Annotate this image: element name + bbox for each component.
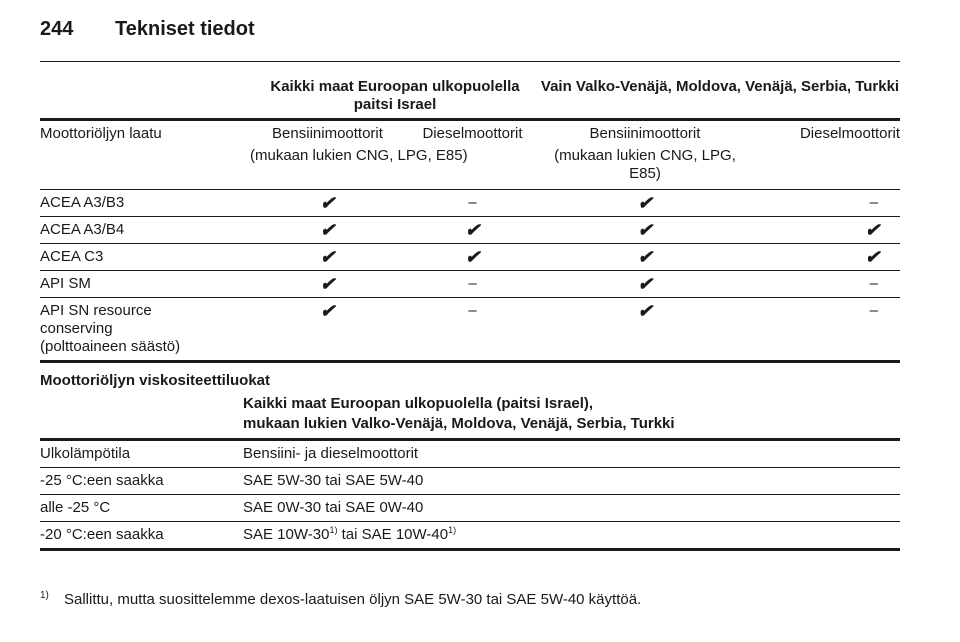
dash-mark: – — [869, 275, 878, 292]
oil-quality-group-header — [40, 72, 900, 120]
engine-type: Dieselmoottorit — [422, 125, 523, 142]
table-row — [40, 522, 900, 550]
group-header-international: Kaikki maat Euroopan ulkopuolella paitsi Israel — [270, 78, 520, 113]
group-header-eastern: Vain Valko-Venäjä, Moldova, Venäjä, Serbia, Turkki — [540, 78, 900, 95]
table-row — [40, 244, 900, 271]
header-rule — [40, 61, 900, 62]
dash-mark: – — [468, 302, 477, 319]
dash-mark: – — [869, 302, 878, 319]
engine-type: Bensiinimoottorit — [589, 125, 701, 142]
viscosity-table — [40, 392, 900, 551]
engine-note: (mukaan lukien CNG, LPG, E85) — [250, 147, 468, 164]
check-icon: ✔ — [319, 220, 336, 240]
footnote — [40, 590, 641, 608]
engine-note-row — [40, 145, 900, 190]
page-number: 244 — [40, 18, 74, 40]
check-icon: ✔ — [464, 247, 481, 267]
spec-label: ACEA C3 — [40, 248, 104, 265]
dash-mark: – — [468, 194, 477, 211]
check-icon: ✔ — [637, 247, 653, 267]
check-icon: ✔ — [637, 274, 653, 294]
viscosity-section-title: Moottoriöljyn viskositeettiluokat — [40, 372, 271, 389]
temperature-cell: alle -25 °C — [40, 499, 111, 516]
column-engines: Bensiini- ja dieselmoottorit — [243, 445, 419, 462]
table-row — [40, 468, 900, 495]
oil-quality-label: Moottoriöljyn laatu — [40, 125, 162, 142]
table-row — [40, 217, 900, 244]
viscosity-region-header — [40, 392, 900, 440]
footnote-mark: 1) — [40, 590, 49, 601]
viscosity-region-label: Kaikki maat Euroopan ulkopuolella (paitsi Israel), mukaan lukien Valko-Venäjä, Moldova, Venäjä, Serbia, Turkki — [243, 395, 675, 432]
table-row — [40, 298, 900, 362]
spec-label: API SN resource conserving (polttoaineen säästö) — [40, 302, 181, 355]
engine-type: Dieselmoottorit — [799, 125, 900, 142]
page-title: Tekniset tiedot — [115, 18, 255, 40]
table-row — [40, 190, 900, 217]
viscosity-column-row — [40, 440, 900, 468]
dash-mark: – — [468, 275, 477, 292]
table-row — [40, 495, 900, 522]
temperature-cell: -25 °C:een saakka — [40, 472, 164, 489]
page-header — [40, 18, 255, 41]
viscosity-cell: SAE 0W-30 tai SAE 0W-40 — [243, 499, 424, 516]
check-icon: ✔ — [864, 247, 880, 267]
viscosity-cell: SAE 5W-30 tai SAE 5W-40 — [243, 472, 424, 489]
footnote-ref: 1) — [329, 525, 338, 535]
check-icon: ✔ — [864, 220, 880, 240]
check-icon: ✔ — [637, 220, 653, 240]
table-row — [40, 271, 900, 298]
dash-mark: – — [869, 194, 878, 211]
oil-quality-table — [40, 72, 900, 363]
temperature-cell: -20 °C:een saakka — [40, 526, 164, 543]
spec-label: ACEA A3/B3 — [40, 194, 125, 211]
check-icon: ✔ — [637, 193, 653, 213]
engine-type: Bensiinimoottorit — [272, 125, 383, 142]
check-icon: ✔ — [319, 193, 336, 213]
check-icon: ✔ — [319, 274, 336, 294]
footnote-ref: 1) — [448, 525, 457, 535]
engine-type-row — [40, 120, 900, 146]
column-outside-temp: Ulkolämpötila — [40, 445, 131, 462]
engine-note: (mukaan lukien CNG, LPG, E85) — [554, 147, 736, 182]
spec-label: API SM — [40, 275, 91, 292]
check-icon: ✔ — [637, 301, 653, 321]
footnote-text: Sallittu, mutta suosittelemme dexos-laatuisen öljyn SAE 5W-30 tai SAE 5W-40 käyttöä. — [64, 591, 642, 608]
check-icon: ✔ — [319, 247, 336, 267]
check-icon: ✔ — [319, 301, 336, 321]
viscosity-cell: SAE 10W-30$^{1)}$ tai SAE 10W-40$^{1)}$ — [243, 525, 457, 543]
spec-label: ACEA A3/B4 — [40, 221, 125, 238]
check-icon: ✔ — [464, 220, 481, 240]
